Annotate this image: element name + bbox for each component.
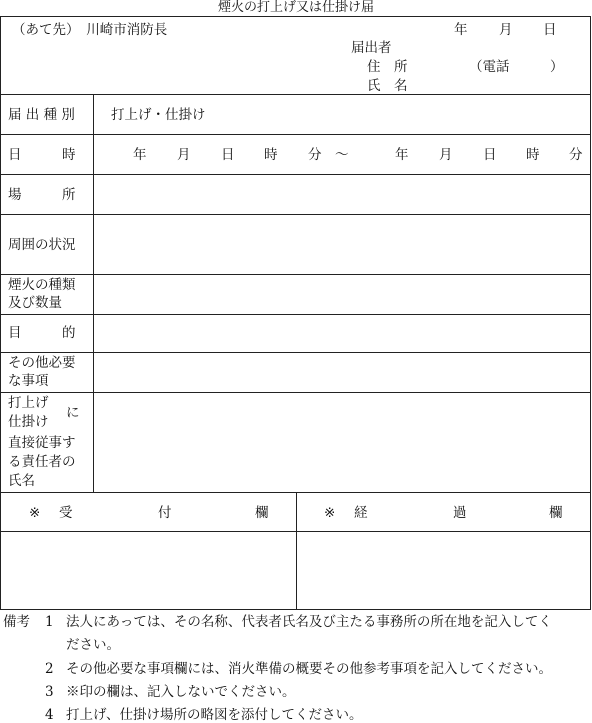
resp-label-line5: 氏名 [8, 473, 35, 489]
note-3-text: ※印の欄は、記入しないでください。 [66, 684, 296, 700]
dt-day-end: 日 [483, 147, 497, 163]
dt-hour-start: 時 [264, 147, 278, 163]
divider [1, 174, 590, 175]
divider [1, 314, 590, 315]
dt-hour-end: 時 [526, 147, 540, 163]
dt-year-start: 年 [133, 147, 147, 163]
dt-month-end: 月 [439, 147, 453, 163]
dt-month-start: 月 [177, 147, 191, 163]
footer-column-divider [296, 492, 297, 610]
progress-char-2: 過 [453, 505, 467, 521]
reception-char-1: 受 [59, 505, 73, 521]
date-day-label: 日 [543, 22, 557, 38]
surroundings-label: 周囲の状況 [8, 237, 76, 253]
purpose-label: 目 的 [8, 325, 76, 341]
note-1-text: 法人にあっては、その名称、代表者氏名及び主たる事務所の所在地を記入してく [66, 614, 552, 630]
note-2-number: 2 [45, 661, 54, 677]
dt-min-end: 分 [569, 147, 583, 163]
dt-day-start: 日 [221, 147, 235, 163]
divider [1, 134, 590, 135]
type-label: 届 出 種 別 [8, 107, 75, 123]
date-month-label: 月 [499, 22, 513, 38]
submitter-label: 届出者 [351, 40, 392, 56]
note-2-text: その他必要な事項欄には、消火準備の概要その他参考事項を記入してください。 [66, 661, 552, 677]
dt-range-tilde: ～ [335, 147, 349, 163]
place-label: 場 所 [8, 187, 76, 203]
type-value: 打上げ・仕掛け [111, 107, 206, 123]
label-column-divider [93, 94, 94, 492]
reception-char-2: 付 [158, 505, 172, 521]
kind-label-line1: 煙火の種類 [8, 277, 76, 293]
note-1-number: 1 [45, 614, 54, 630]
dt-min-start: 分 [308, 147, 322, 163]
form-title: 煙火の打上げ又は仕掛け届 [217, 0, 374, 15]
notification-form [0, 16, 591, 610]
divider [1, 94, 590, 95]
other-label-line2: な事項 [8, 373, 49, 389]
progress-mark: ※ [324, 505, 336, 521]
note-4-number: 4 [45, 707, 54, 723]
date-year-label: 年 [454, 22, 468, 38]
resp-label-particle: に [66, 405, 80, 421]
notes-label: 備考 [3, 614, 30, 630]
divider [1, 274, 590, 275]
note-4-text: 打上げ、仕掛け場所の略図を添付してください。 [66, 707, 363, 723]
other-label-line1: その他必要 [8, 355, 76, 371]
name-label: 氏 名 [367, 78, 408, 94]
progress-char-1: 経 [354, 505, 368, 521]
note-1-continuation: ださい。 [66, 637, 120, 653]
progress-char-3: 欄 [549, 505, 563, 521]
divider [1, 352, 590, 353]
reception-char-3: 欄 [255, 505, 269, 521]
resp-label-line1: 打上げ [8, 395, 49, 411]
reception-mark: ※ [29, 505, 41, 521]
address-label: 住 所 [367, 59, 408, 75]
divider [1, 214, 590, 215]
resp-label-line2: 仕掛け [8, 414, 49, 430]
kind-label-line2: 及び数量 [8, 295, 62, 311]
dt-year-end: 年 [395, 147, 409, 163]
note-3-number: 3 [45, 684, 54, 700]
resp-label-line4: る責任者の [8, 454, 76, 470]
resp-label-line3: 直接従事す [8, 435, 76, 451]
datetime-label: 日 時 [8, 147, 76, 163]
addressee: （あて先） 川崎市消防長 [12, 22, 168, 38]
phone-label: （電話 ） [469, 59, 564, 75]
divider [1, 392, 590, 393]
